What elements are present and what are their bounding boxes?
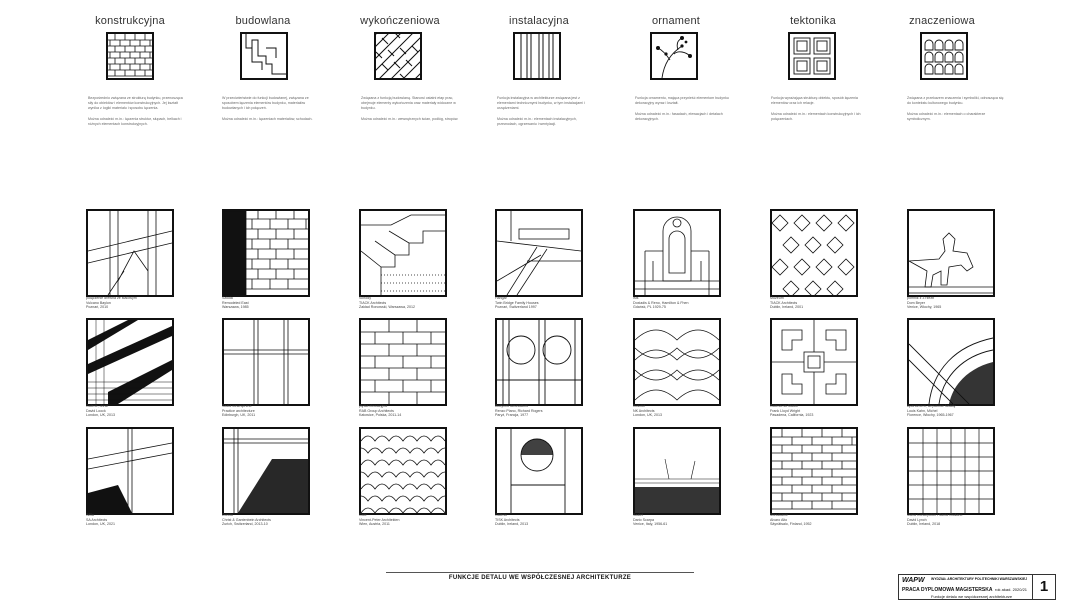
detail-caption: Maria Concepción i Santa Giuliano David Lynch Dublin, Ireland, 2018 (907, 513, 963, 527)
detail-caption: Dorota Christ & Gantenbein Architects Zurich, Switzerland, 2013-10 (222, 513, 271, 527)
detail-caption: Schody TIACK Architects Zakład Ronowski, Warszawa, 2012 (359, 296, 415, 310)
herringbone-pattern-icon (374, 32, 422, 80)
detail-caption: Willa SA Architects London, UK, 2021 (86, 513, 115, 527)
detail-drawing-truss (495, 209, 583, 297)
detail-caption: Galeria TISK Architects Dublin, Ireland, 2013 (495, 513, 529, 527)
detail-drawing-lattice-screen (907, 427, 995, 515)
pipes-icon (513, 32, 561, 80)
detail-drawing-ornate-facade (633, 209, 721, 297)
detail-caption: Szkoła Remodeled East Warszawa, 1985 (222, 296, 249, 310)
arches-pattern-icon (920, 32, 968, 80)
detail-drawing-geometric-tiles (770, 209, 858, 297)
detail-drawing-curved-facade (907, 318, 995, 406)
detail-drawing-brick-wall (222, 209, 310, 297)
faculty-name: WYDZIAŁ ARCHITEKTURY POLITECHNIKI WARSZAWSKIEJ (931, 577, 1028, 581)
detail-drawing-pipes-circles (495, 318, 583, 406)
category-description: Funkcja instalacyjna w architekturze związana jest z elementami technicznymi budynku, w tym instalacjami i urządzeniami. Można odnaleźć m.in.: elementach instalacyjnych, przewodach, ogrzewaniu i wentylacji. (497, 96, 585, 126)
detail-drawing-diagonal-bands (86, 318, 174, 406)
detail-drawing-facade-slabs (359, 318, 447, 406)
detail-drawing-arched-lattice (633, 318, 721, 406)
ornament-branch-icon (650, 32, 698, 80)
faculty-logo: WAPW (902, 577, 925, 584)
thesis-subtitle: Funkcje detalu we współczesnej architekturze (931, 594, 1013, 599)
detail-drawing-steel-column (86, 209, 174, 297)
detail-drawing-textile-blocks (770, 318, 858, 406)
detail-caption: Hangar Twin Bridge Family Houses Poznań, Switzerland 1997 (495, 296, 539, 310)
detail-caption: Galerie, drzwi David Loock London, UK, 2013 (86, 404, 115, 418)
detail-caption: Mieszkanie Alvaro Alto Säynätsalo, Finland, 1952 (770, 513, 812, 527)
category-title-tektonika: tektonika (790, 15, 836, 27)
category-title-znaczeniowa: znaczeniowa (909, 15, 975, 27)
category-title-ornament: ornament (651, 15, 701, 27)
category-title-instalacyjna: instalacyjna (509, 15, 569, 27)
brick-pattern-icon (106, 32, 154, 80)
sheet-title: FUNKCJE DETALU WE WSPÓŁCZESNEJ ARCHITEKTURZE (448, 575, 632, 581)
detail-caption: Muzeum TIACK Architects Dublin, Ireland, 2001 (770, 296, 804, 310)
detail-drawing-textured-band (633, 427, 721, 515)
detail-caption: Szafa wewnętrzna Practice architecture Edinburgh, UK, 2011 (222, 404, 256, 418)
detail-drawing-shadow-interior (86, 427, 174, 515)
detail-drawing-equestrian-statue (907, 209, 995, 297)
detail-caption: Isis Doxiadis & Reno, Hamilton & Fhen Gdańsk, PL 1929-75 (633, 296, 689, 310)
detail-caption: pomnik z 3 rzeźb Dom Beyer Venice, Włochy, 1965 (907, 296, 942, 310)
detail-caption: Budynek dwunastow Renzo Piano, Richard Rogers Paryż, Francja, 1977 (495, 404, 543, 418)
category-title-wykonczeniowa: wykończeniowa (360, 15, 440, 27)
category-description: Związana z funkcją budowlaną. Stanowi ostatni etap prac, obejmuje elementy wykończenia oraz materiały widoczne w budynku. Można odnaleźć m.in.: wewnętrznych ścian, podłóg, stropów. (361, 96, 459, 121)
detail-drawing-stairs (359, 209, 447, 297)
detail-caption: Galeria na Stadio Frank Lloyd Wright Pasadena, California, 1923 (770, 404, 814, 418)
detail-drawing-shaded-wall (222, 427, 310, 515)
building-outline-icon (240, 32, 288, 80)
detail-drawing-circular-window (495, 427, 583, 515)
detail-drawing-scale-shingles (359, 427, 447, 515)
detail-drawing-brick-bond (770, 427, 858, 515)
category-description: W przeciwieństwie do funkcji budowlanej, związana ze sposobem łączenia elementów budynku, materiałów budowlanych i ich połączeń. Można odnaleźć m.in.: łączeniach materiałów, schodach. (222, 96, 313, 121)
detail-caption: płytka elewacyjna RAB Group Architects Katowice, Polska, 2011-14 (359, 404, 402, 418)
category-description: Związana z przekazem znaczenia i symboliki, odnosząca się do kontekstu kulturowego budynku. Można odnaleźć m.in.: elementach o charakterze symbolicznym. (907, 96, 1004, 121)
panel-grid-icon (788, 32, 836, 80)
sheet-number: 1 (1032, 575, 1055, 599)
detail-caption: Cafe Vincent-Peter Architekten Wien, Austria, 2011 (359, 513, 400, 527)
title-block (898, 574, 1056, 600)
thesis-type: PRACA DYPLOMOWA MAGISTERSKA (902, 587, 993, 593)
academic-year: rok akad. 2020/21 (995, 587, 1028, 592)
category-title-budowlana: budowlana (235, 15, 291, 27)
footer-divider (386, 572, 694, 573)
category-description: Funkcja wyrażająca strukturę obiektu, sposób łączenia elementów oraz ich relacje. Można odnaleźć m.in.: elementach konstrukcyjnych i ich połączeniach. (771, 96, 861, 121)
detail-drawing-window-grid (222, 318, 310, 406)
detail-caption: Apartament, wejściowe fasady Louis Kahn, Michel Florence, Włochy, 1965-1967 (907, 404, 956, 418)
detail-caption: połączenie drewna ze stalowym Vulcano Baylon Poznań, 2010 (86, 296, 137, 310)
category-description: Funkcja ornamentu, mająca przynieść elementom budynku dekoracyjny wyraz i kształt. Można odnaleźć m.in.: fasadach, elewacjach i detalach dekoracyjnych. (635, 96, 729, 121)
detail-caption: Kościół NK Architects London, UK, 2013 (633, 404, 662, 418)
detail-caption: Szalet Dario Scarpa Venice, Italy, 1956-61 (633, 513, 668, 527)
category-description: Bezpośrednio związana ze strukturą budynku, przenosząca siły do obiektów i elementów konstrukcyjnych. Jej kształt wynika z logiki materiału i sposobu łączenia. Można odnaleźć m.in.: łączenia struktur, słupach, belkach i różnych elementach konstrukcyjnych. (88, 96, 183, 126)
category-title-konstrukcyjna: konstrukcyjna (95, 15, 165, 27)
